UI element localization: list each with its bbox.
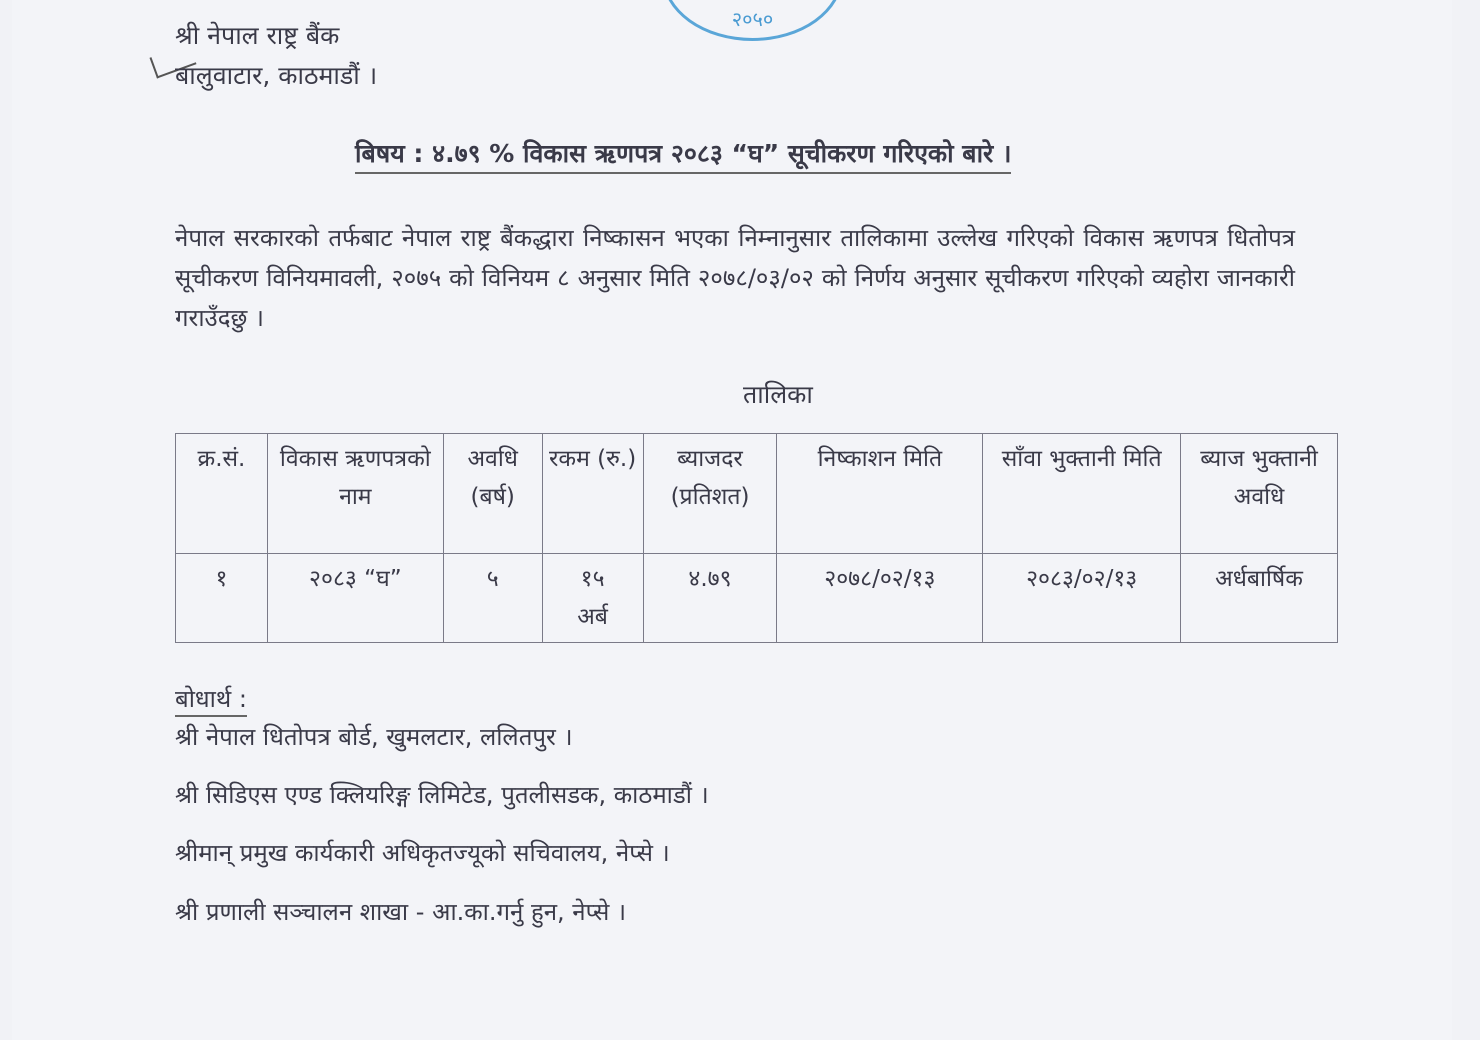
table-header-row (176, 434, 1338, 554)
recipient-name: श्री नेपाल राष्ट्र बैंक (175, 21, 340, 50)
cell-amount: १५ अर्ब (542, 554, 643, 643)
body-paragraph: नेपाल सरकारको तर्फबाट नेपाल राष्ट्र बैंकद्धारा निष्कासन भएका निम्नानुसार तालिकामा उल्लेख गरिएको विकास ऋणपत्र धितोपत्र सूचीकरण विनियमावली, २०७५ को विनियम ८ अनुसार मिति २०७८/०३/०२ को निर्णय अनुसार सूचीकरण गरिएको व्यहोरा जानकारी गराउँदछु । (175, 224, 1295, 332)
header-amount: रकम (रु.) (542, 434, 643, 554)
cc-item: श्री सिडिएस एण्ड क्लियरिङ्ग लिमिटेड, पुतलीसडक, काठमाडौं । (175, 781, 709, 809)
bond-table (175, 433, 1338, 643)
cc-item: श्री नेपाल धितोपत्र बोर्ड, खुमलटार, ललितपुर । (175, 723, 573, 751)
table-caption: तालिका (743, 380, 813, 409)
cell-sn: १ (176, 554, 268, 643)
table-row (176, 554, 1338, 643)
header-bond-name: विकास ऋणपत्रको नाम (267, 434, 443, 554)
stamp-text: २०५० (731, 7, 774, 31)
header-term: अवधि (बर्ष) (443, 434, 542, 554)
cell-maturity-date: २०८३/०२/१३ (983, 554, 1181, 643)
cell-issue-date: २०७८/०२/१३ (777, 554, 983, 643)
cell-term: ५ (443, 554, 542, 643)
office-stamp (662, 0, 843, 41)
header-issue-date: निष्काशन मिति (777, 434, 983, 554)
cell-interest-rate: ४.७९ (643, 554, 777, 643)
header-interest-period: ब्याज भुक्तानी अवधि (1181, 434, 1338, 554)
cell-interest-period: अर्धबार्षिक (1181, 554, 1338, 643)
cell-bond-name: २०८३ “घ” (267, 554, 443, 643)
header-sn: क्र.सं. (176, 434, 268, 554)
cc-item: श्री प्रणाली सञ्चालन शाखा - आ.का.गर्नु हुन, नेप्से । (175, 898, 627, 926)
header-interest-rate: ब्याजदर (प्रतिशत) (643, 434, 777, 554)
cc-item: श्रीमान् प्रमुख कार्यकारी अधिकृतज्यूको सचिवालय, नेप्से । (175, 839, 670, 867)
header-maturity-date: साँवा भुक्तानी मिति (983, 434, 1181, 554)
cc-title: बोधार्थ : (175, 682, 247, 717)
recipient-address: बालुवाटार, काठमाडौं । (175, 61, 378, 90)
subject-line: बिषय : ४.७९ % विकास ऋणपत्र २०८३ “घ” सूचीकरण गरिएको बारे । (355, 136, 1011, 174)
